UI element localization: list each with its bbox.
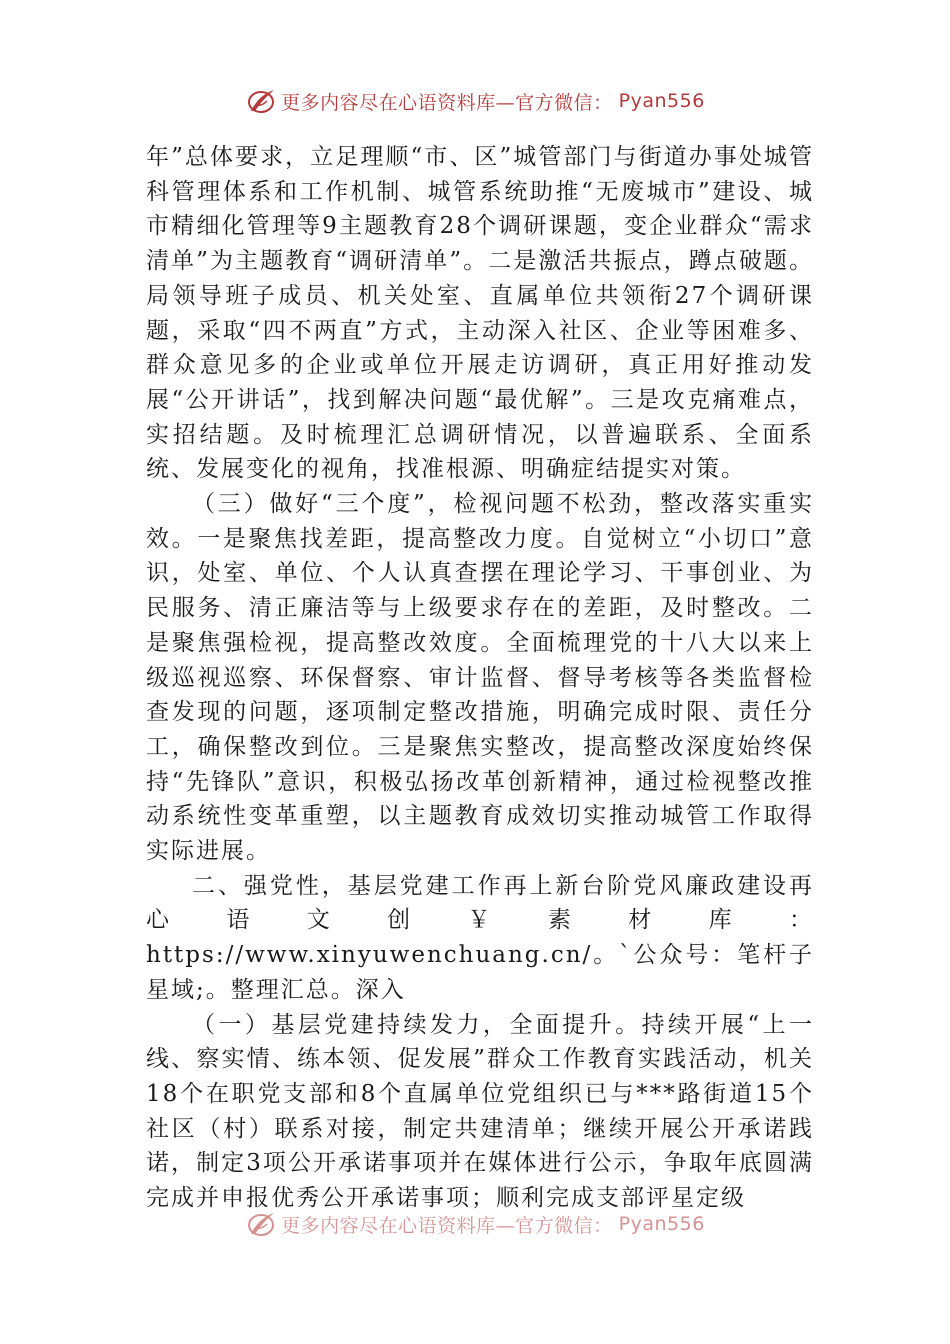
header-watermark — [0, 84, 950, 118]
quill-swirl-logo-icon — [245, 87, 277, 115]
quill-swirl-logo-icon — [245, 1210, 277, 1238]
footer-watermark-text: 更多内容尽在心语资料库—官方微信： — [281, 1214, 613, 1237]
paragraph-4: （一）基层党建持续发力，全面提升。持续开展“上一线、察实情、练本领、促发展”群众工作教育实践活动，机关18个在职党支部和8个直属单位党组织已与***路街道15个社区（村）联系对接，制定共建清单；继续开展公开承诺践诺，制定3项公开承诺事项并在媒体进行公示，争取年底圆满完成并申报优秀公开承诺事项；顺利完成支部评星定级 — [146, 1011, 814, 1212]
footer-watermark — [0, 1207, 950, 1241]
watermark-wechat-id: Pyan556 — [618, 90, 705, 112]
document-body — [146, 140, 814, 1216]
paragraph-1: 年”总体要求，立足理顺“市、区”城管部门与街道办事处城管科管理体系和工作机制、城管系统助推“无废城市”建设、城市精细化管理等9主题教育28个调研课题，变企业群众“需求清单”为主题教育“调研清单”。二是激活共振点，蹲点破题。局领导班子成员、机关处室、直属单位共领衔27个调研课题，采取“四不两直”方式，主动深入社区、企业等困难多、群众意见多的企业或单位开展走访调研，真正用好推动发展“公开讲话”，找到解决问题“最优解”。三是攻克痛难点，实招结题。及时梳理汇总调研情况，以普遍联系、全面系统、发展变化的视角，找准根源、明确症结提实对策。 — [146, 144, 814, 483]
watermark-text: 更多内容尽在心语资料库—官方微信： — [281, 91, 613, 114]
footer-watermark-wechat-id: Pyan556 — [618, 1213, 705, 1235]
paragraph-3: 二、强党性，基层党建工作再上新台阶党风廉政建设再心语文创￥素材库：https://www.xinyuwenchuang.cn/。`公众号：笔杆子星域;。整理汇总。深入 — [146, 872, 814, 1003]
paragraph-2: （三）做好“三个度”，检视问题不松劲，整改落实重实效。一是聚焦找差距，提高整改力度。自觉树立“小切口”意识，处室、单位、个人认真查摆在理论学习、干事创业、为民服务、清正廉洁等与上级要求存在的差距，及时整改。二是聚焦强检视，提高整改效度。全面梳理党的十八大以来上级巡视巡察、环保督察、审计监督、督导考核等各类监督检查发现的问题，逐项制定整改措施，明确完成时限、责任分工，确保整改到位。三是聚焦实整改，提高整改深度始终保持“先锋队”意识，积极弘扬改革创新精神，通过检视整改推动系统性变革重塑，以主题教育成效切实推动城管工作取得实际进展。 — [146, 491, 814, 865]
